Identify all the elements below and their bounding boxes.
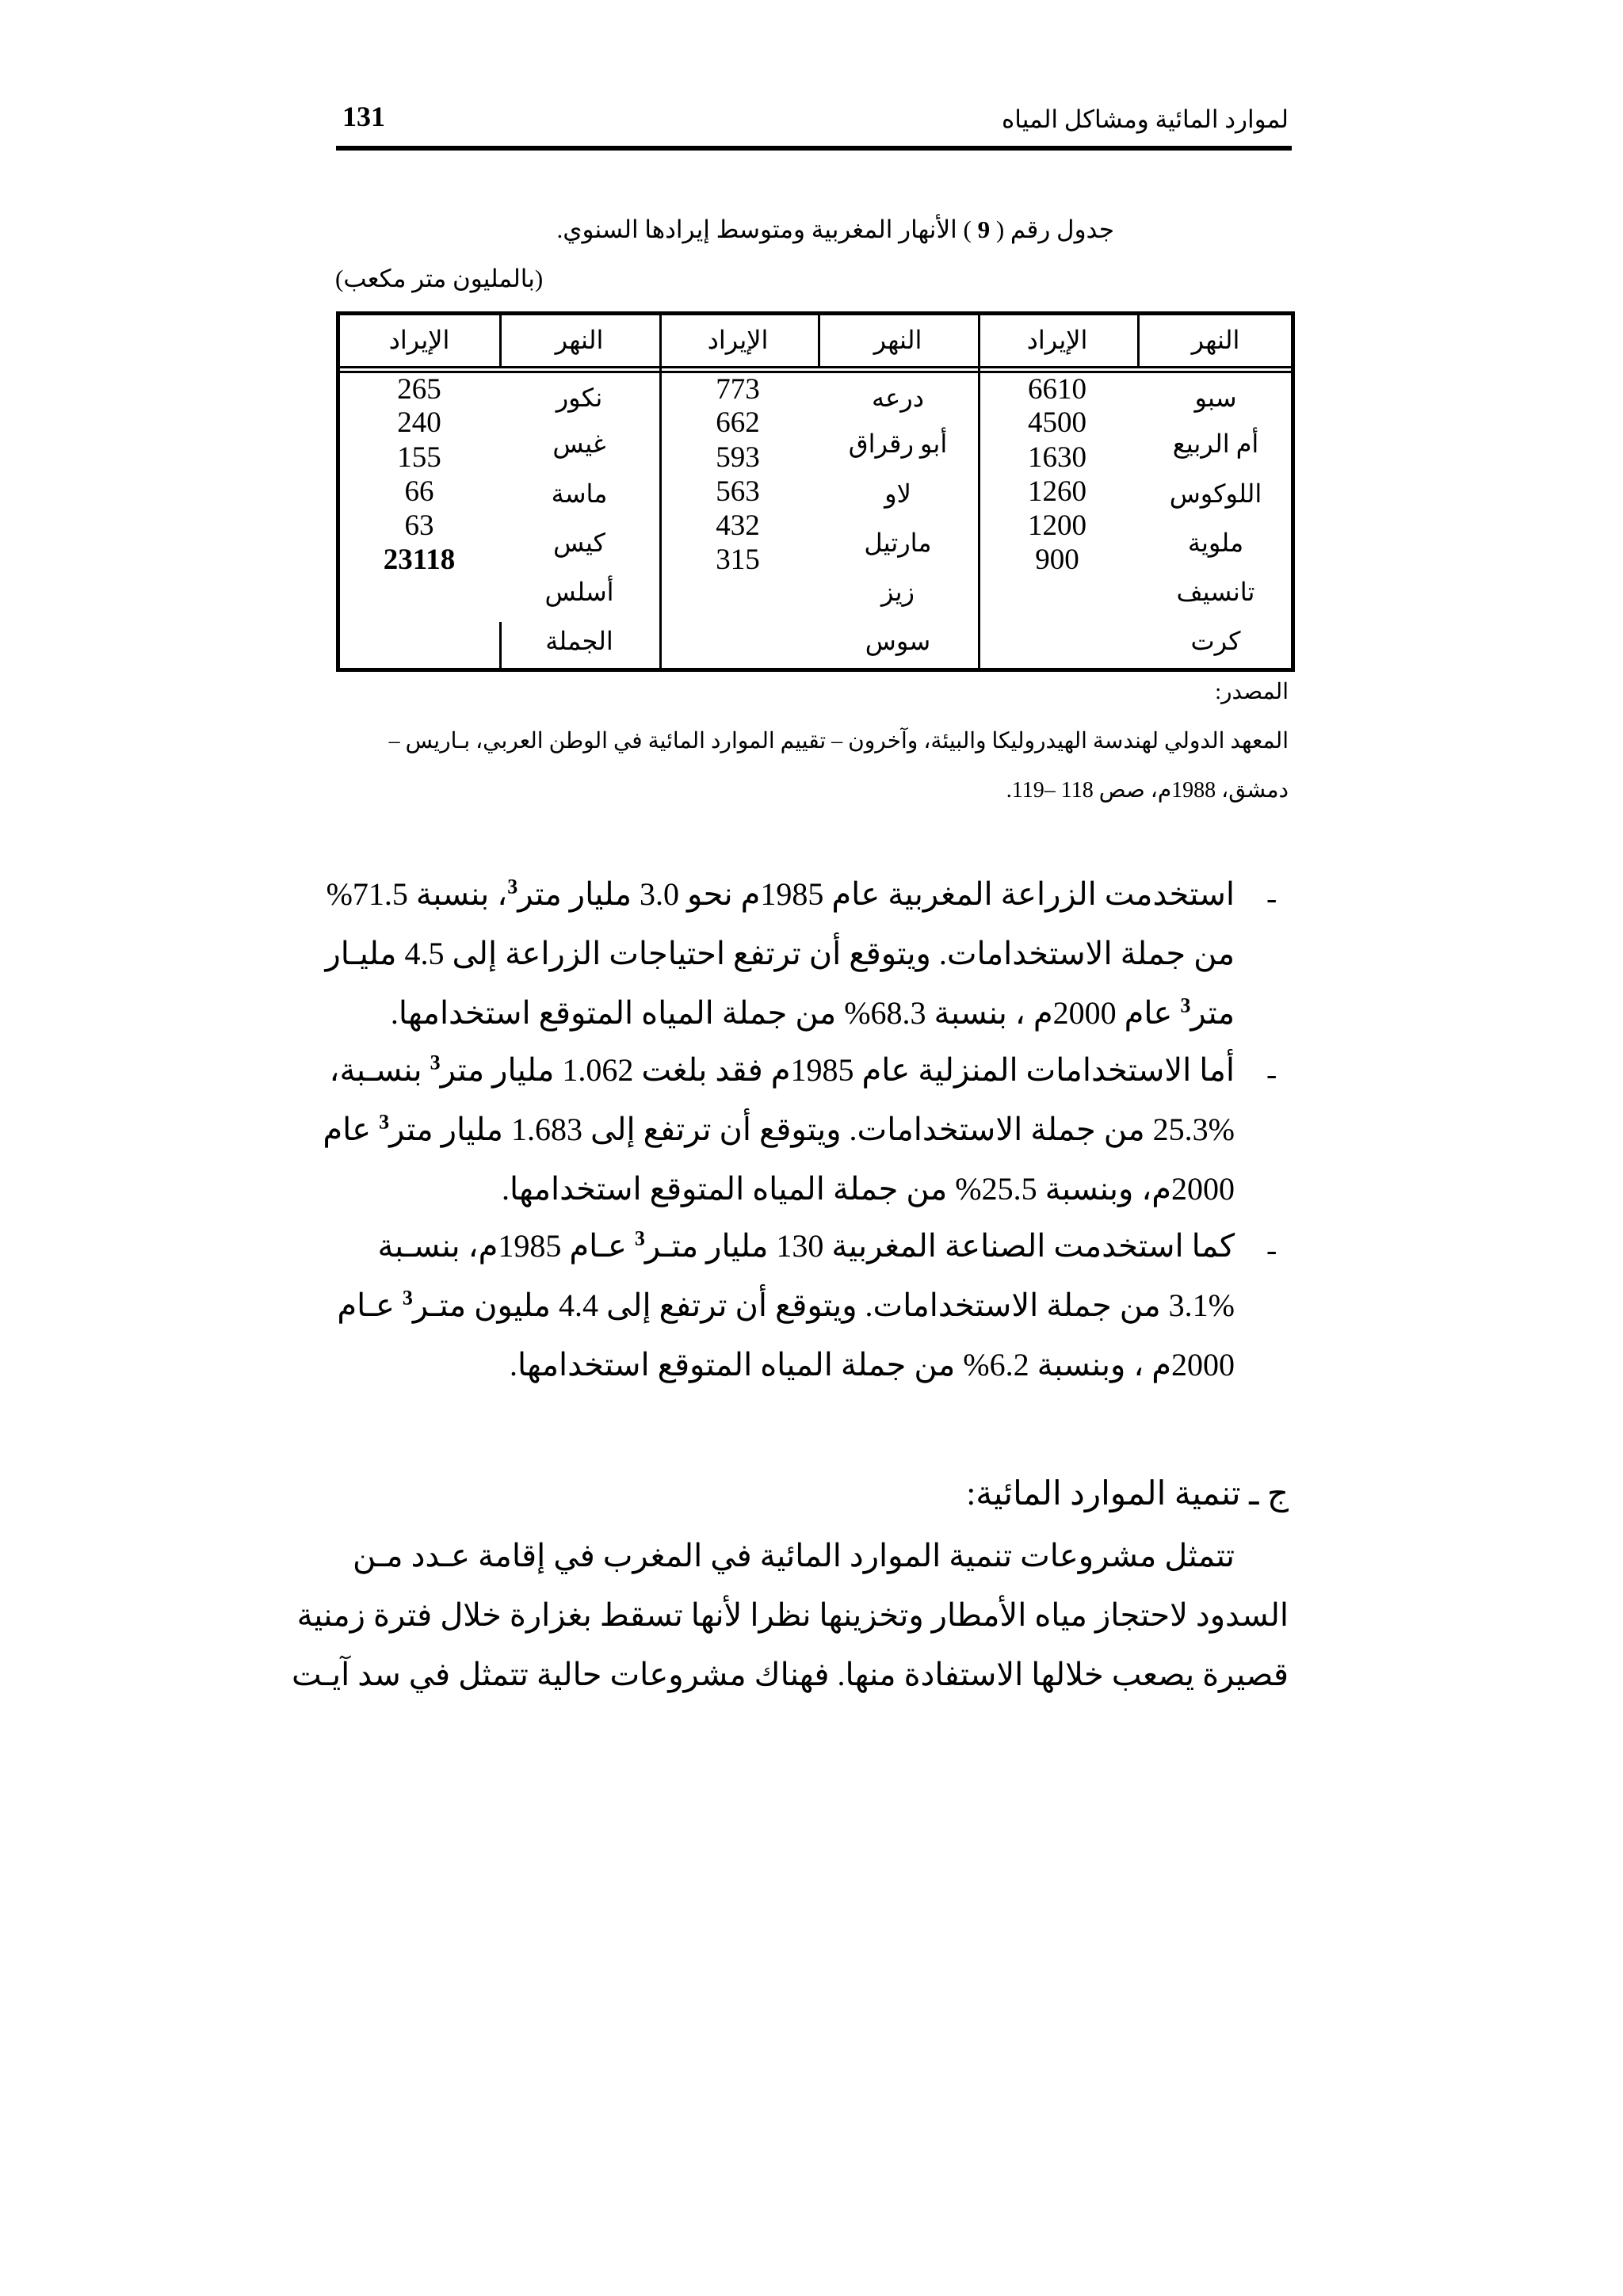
river-name: ملوية: [1187, 528, 1244, 557]
bullet-3-line-3: 2000م ، وبنسبة 6.2% من جملة المياه المتوقع استخدامها.: [509, 1347, 1235, 1383]
rivers-table: [336, 311, 1295, 672]
bullet-1-line-1: [326, 875, 1235, 913]
bullet-text: 25.3% من جملة الاستخدامات. ويتوقع أن ترتفع إلى 1.683 مليار متر: [389, 1112, 1235, 1147]
revenue-value: 1200: [1028, 509, 1086, 542]
bullet-dash: -: [1266, 1056, 1277, 1092]
river-name: أبو رقراق: [848, 429, 948, 458]
revenue-value: 63: [404, 509, 434, 542]
bullet-3-line-1: [377, 1226, 1235, 1264]
table-caption: [556, 215, 1114, 244]
revenue-value: 66: [404, 475, 434, 508]
section-paragraph-line: تتمثل مشروعات تنمية الموارد المائية في المغرب في إقامة عـدد مـن: [353, 1538, 1235, 1573]
section-heading: ج ـ تنمية الموارد المائية:: [966, 1476, 1289, 1512]
revenue-value: 900: [1035, 543, 1079, 576]
superscript: 3: [379, 1110, 390, 1134]
revenue-value: 1260: [1028, 475, 1086, 508]
header-river: النهر: [1191, 326, 1240, 354]
river-name: كيس: [553, 528, 605, 557]
source-citation-line: المعهد الدولي لهندسة الهيدروليكا والبيئة، وآخرون – تقييم الموارد المائية في الوطن العربي، بـاريس –: [388, 729, 1289, 753]
superscript: 3: [430, 1051, 441, 1074]
bullet-1-line-3: [391, 994, 1235, 1032]
revenue-value: 432: [716, 509, 760, 542]
source-label: المصدر:: [1215, 680, 1289, 704]
group-divider: [978, 315, 980, 668]
river-name: تانسيف: [1176, 578, 1255, 606]
revenue-value: 593: [716, 441, 760, 474]
river-name: درعه: [872, 383, 924, 412]
caption-prefix: جدول رقم (: [995, 215, 1114, 243]
bullet-text: بنسـبة،: [329, 1052, 430, 1088]
revenue-value: 155: [397, 441, 441, 474]
column-divider: [818, 315, 820, 366]
table-header-rule: [340, 366, 1291, 368]
superscript: 3: [634, 1226, 645, 1250]
header-river: النهر: [873, 326, 922, 354]
total-label: الجملة: [545, 627, 613, 655]
column-divider: [1137, 315, 1140, 366]
revenue-value: 1630: [1028, 441, 1086, 474]
caption-table-number: 9: [977, 215, 991, 243]
river-name: زيز: [880, 578, 915, 606]
river-name: سبو: [1194, 383, 1237, 412]
bullet-2-line-3: 2000م، وبنسبة 25.5% من جملة المياه المتوقع استخدامها.: [501, 1171, 1235, 1207]
bullet-2-line-2: [323, 1110, 1235, 1148]
table-header-rule-2: [340, 371, 1291, 373]
bullet-text: عام 2000م ، بنسبة 68.3% من جملة المياه المتوقع استخدامها.: [390, 995, 1181, 1031]
revenue-value: 6610: [1028, 373, 1086, 406]
river-name: سوس: [865, 627, 931, 655]
running-header-title: لموارد المائية ومشاكل المياه: [1002, 105, 1289, 133]
bullet-text: عـام: [337, 1287, 403, 1323]
table-unit: (بالمليون متر مكعب): [335, 265, 544, 292]
superscript: 3: [402, 1286, 413, 1310]
bullet-text: عـام 1985م، بنسـبة: [377, 1228, 635, 1264]
river-name: اللوكوس: [1169, 479, 1262, 508]
bullet-1-line-2: من جملة الاستخدامات. ويتوقع أن ترتفع احتياجات الزراعة إلى 4.5 مليـار: [325, 936, 1235, 971]
bullet-text: ، بنسبة 71.5%: [326, 876, 508, 912]
river-name: كرت: [1190, 627, 1241, 655]
revenue-value: 315: [716, 543, 760, 576]
river-name: غيس: [552, 429, 606, 458]
group-divider: [659, 315, 662, 668]
column-divider: [499, 315, 502, 366]
total-value: 23118: [383, 543, 456, 576]
river-name: نكور: [556, 383, 603, 412]
bullet-text: عام: [323, 1112, 380, 1147]
header-revenue: الإيراد: [388, 326, 450, 354]
header-revenue: الإيراد: [707, 326, 769, 354]
revenue-value: 773: [716, 373, 760, 406]
river-name: لاو: [884, 479, 911, 508]
revenue-value: 4500: [1028, 406, 1086, 439]
revenue-value: 265: [397, 373, 441, 406]
bullet-2-line-1: [329, 1051, 1235, 1089]
caption-suffix: ) الأنهار المغربية ومتوسط إيرادها السنوي.: [556, 215, 972, 243]
column-divider: [499, 622, 502, 668]
section-paragraph-line: السدود لاحتجاز مياه الأمطار وتخزينها نظرا لأنها تسقط بغزارة خلال فترة زمنية: [296, 1597, 1289, 1633]
revenue-value: 240: [397, 406, 441, 439]
revenue-value: 662: [716, 406, 760, 439]
bullet-3-line-2: [337, 1286, 1235, 1324]
bullet-dash: -: [1266, 1232, 1277, 1268]
header-rule: [336, 146, 1292, 151]
river-name: ماسة: [551, 479, 608, 508]
bullet-text: استخدمت الزراعة المغربية عام 1985م نحو 3.0 مليار متر: [517, 876, 1235, 912]
bullet-dash: -: [1266, 880, 1277, 916]
bullet-text: أما الاستخدامات المنزلية عام 1985م فقد بلغت 1.062 مليار متر: [440, 1052, 1235, 1088]
section-paragraph-line: قصيرة يصعب خلالها الاستفادة منها. فهناك مشروعات حالية تتمثل في سد آيـت: [291, 1657, 1289, 1692]
river-name: أسلس: [544, 578, 614, 606]
bullet-text: كما استخدمت الصناعة المغربية 130 مليار متـر: [644, 1228, 1235, 1264]
page-number: 131: [342, 101, 385, 132]
header-river: النهر: [555, 326, 604, 354]
bullet-text: متر: [1190, 995, 1235, 1031]
source-citation-line: دمشق، 1988م، صص 118 –119.: [1006, 778, 1289, 803]
header-revenue: الإيراد: [1026, 326, 1088, 354]
superscript: 3: [1180, 994, 1191, 1017]
revenue-value: 563: [716, 475, 760, 508]
superscript: 3: [507, 875, 518, 898]
river-name: مارتيل: [864, 528, 932, 557]
bullet-text: 3.1% من جملة الاستخدامات. ويتوقع أن ترتفع إلى 4.4 مليون متـر: [412, 1287, 1235, 1323]
river-name: أم الربيع: [1172, 429, 1259, 458]
